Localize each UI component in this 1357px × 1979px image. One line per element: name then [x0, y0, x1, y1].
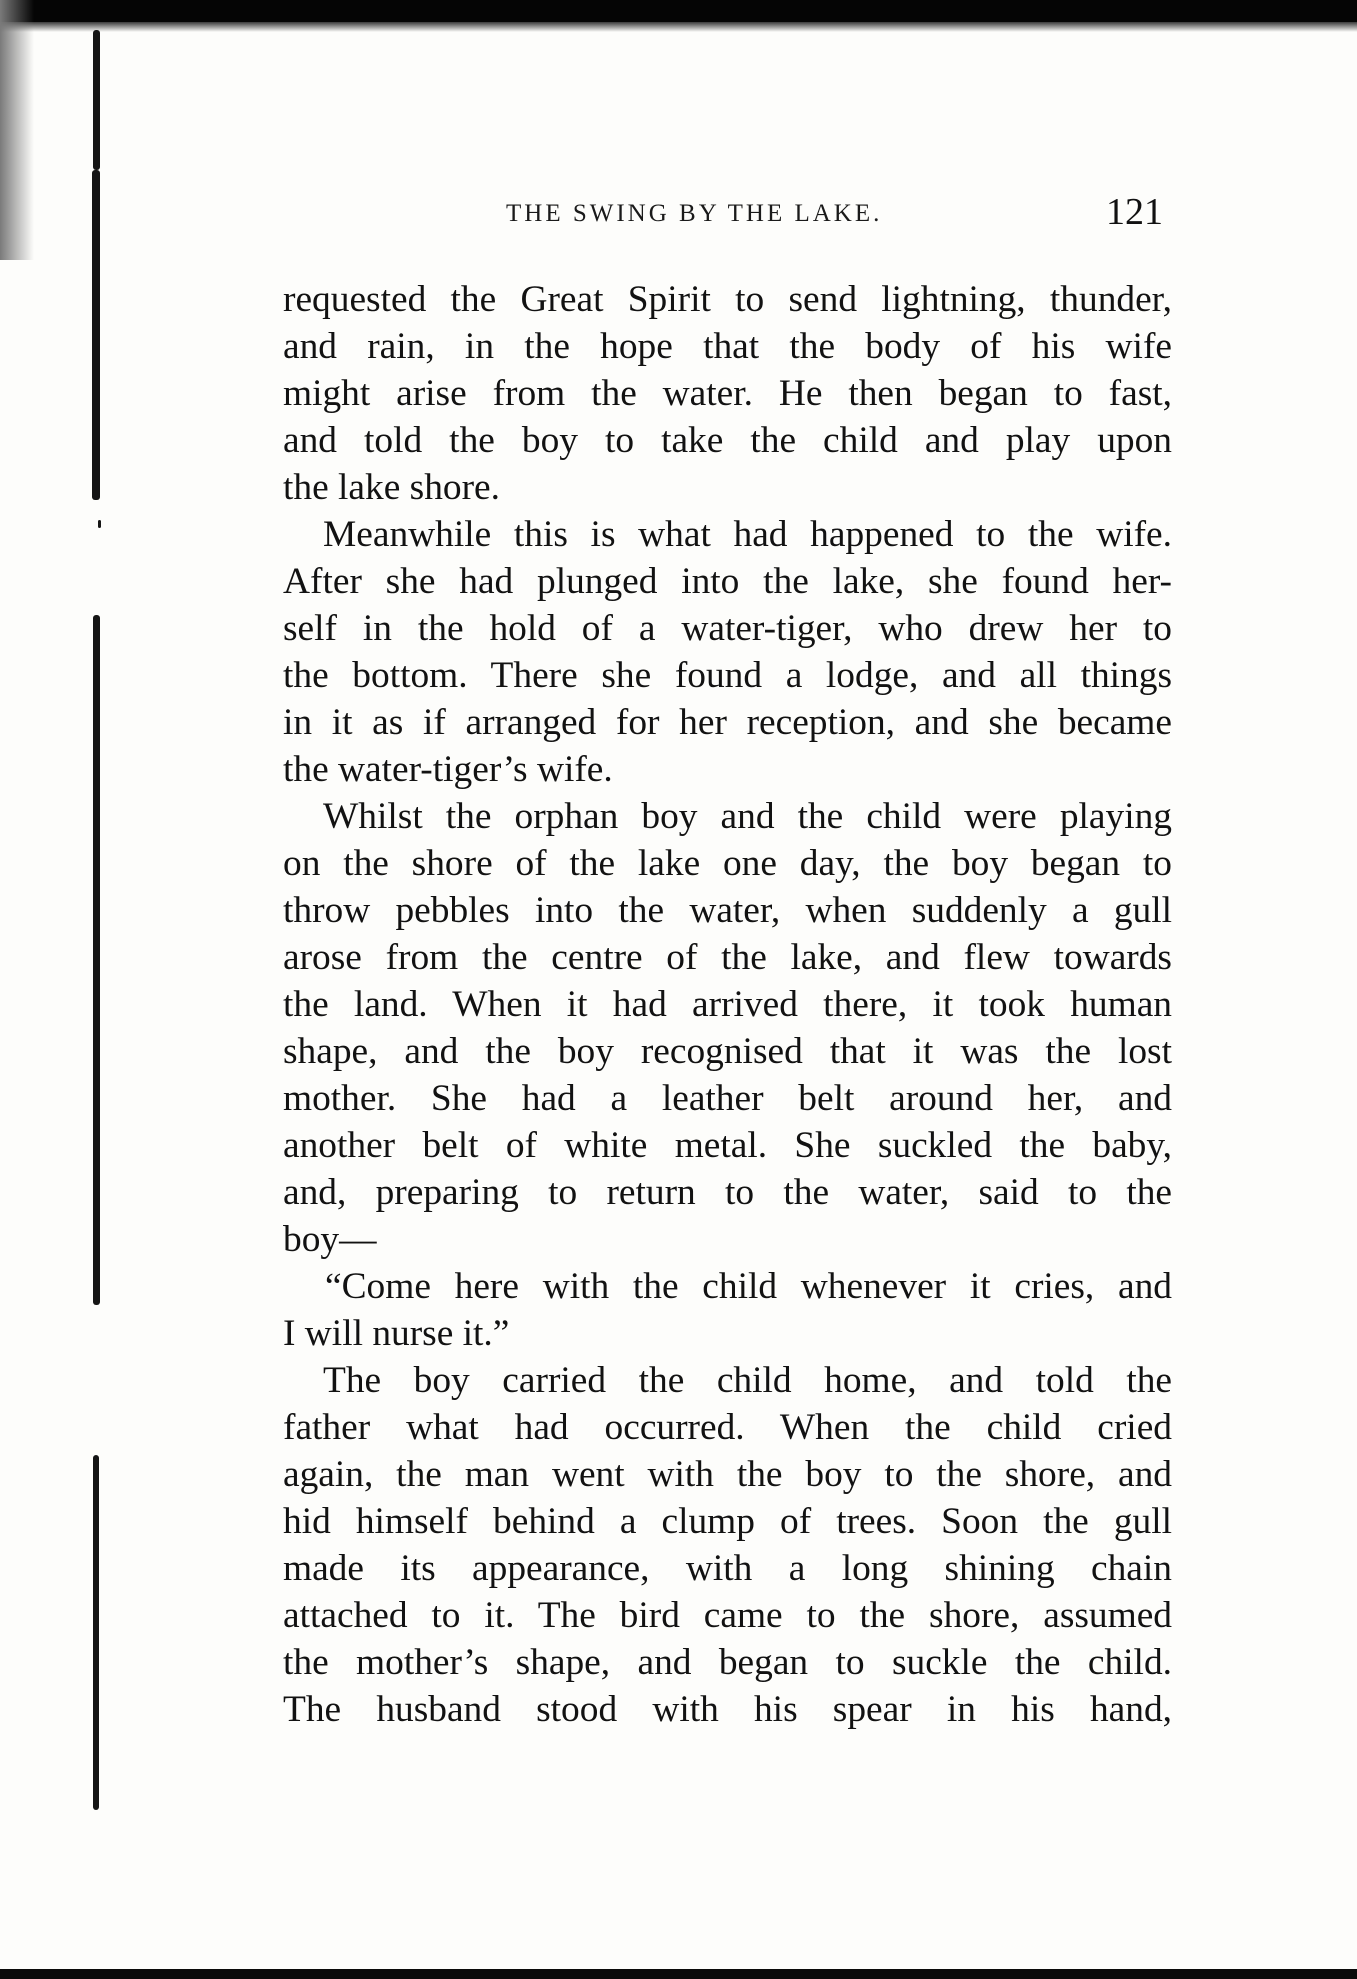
text-line: The boy carried the child home, and told the	[323, 1360, 1172, 1401]
text-line: and, preparing to return to the water, said to the	[283, 1172, 1172, 1213]
page-top-edge	[0, 0, 1357, 22]
body-text	[283, 276, 1172, 1733]
binding-mark	[93, 615, 100, 1305]
binding-shadow	[0, 0, 34, 260]
text-line: the land. When it had arrived there, it took human	[283, 984, 1172, 1025]
text-line: self in the hold of a water-tiger, who drew her to	[283, 608, 1172, 649]
text-line: After she had plunged into the lake, she found her-	[283, 561, 1172, 602]
running-header: THE SWING BY THE LAKE.	[506, 200, 883, 227]
text-line: and rain, in the hope that the body of his wife	[283, 326, 1172, 367]
text-line: throw pebbles into the water, when suddenly a gull	[283, 890, 1172, 931]
text-line: mother. She had a leather belt around her, and	[283, 1078, 1172, 1119]
text-line: the water-tiger’s wife.	[283, 749, 613, 790]
text-line: I will nurse it.”	[283, 1313, 510, 1354]
text-line: arose from the centre of the lake, and flew towards	[283, 937, 1172, 978]
binding-mark	[93, 1455, 99, 1810]
text-line: requested the Great Spirit to send lightning, thunder,	[283, 279, 1172, 320]
text-line: Whilst the orphan boy and the child were playing	[323, 796, 1172, 837]
text-line: The husband stood with his spear in his hand,	[283, 1689, 1172, 1730]
text-line: boy—	[283, 1219, 377, 1260]
text-line: again, the man went with the boy to the shore, and	[283, 1454, 1172, 1495]
text-line: another belt of white metal. She suckled the baby,	[283, 1125, 1172, 1166]
binding-mark	[98, 520, 101, 528]
text-line: and told the boy to take the child and play upon	[283, 420, 1172, 461]
text-line: in it as if arranged for her reception, and she became	[283, 702, 1172, 743]
page-bottom-edge	[0, 1969, 1357, 1979]
text-line: the mother’s shape, and began to suckle the child.	[283, 1642, 1172, 1683]
text-line: on the shore of the lake one day, the boy began to	[283, 843, 1172, 884]
text-line: attached to it. The bird came to the shore, assumed	[283, 1595, 1172, 1636]
text-line: “Come here with the child whenever it cries, and	[325, 1266, 1172, 1307]
text-line: made its appearance, with a long shining chain	[283, 1548, 1172, 1589]
page-number: 121	[1106, 191, 1163, 233]
text-line: hid himself behind a clump of trees. Soon the gull	[283, 1501, 1172, 1542]
binding-mark	[92, 170, 100, 500]
text-line: father what had occurred. When the child cried	[283, 1407, 1172, 1448]
binding-mark	[93, 30, 100, 170]
text-line: the lake shore.	[283, 467, 500, 508]
text-line: shape, and the boy recognised that it was the lost	[283, 1031, 1172, 1072]
page-top-shadow	[0, 22, 1357, 32]
text-line: Meanwhile this is what had happened to the wife.	[323, 514, 1172, 555]
text-line: might arise from the water. He then began to fast,	[283, 373, 1172, 414]
text-line: the bottom. There she found a lodge, and all things	[283, 655, 1172, 696]
